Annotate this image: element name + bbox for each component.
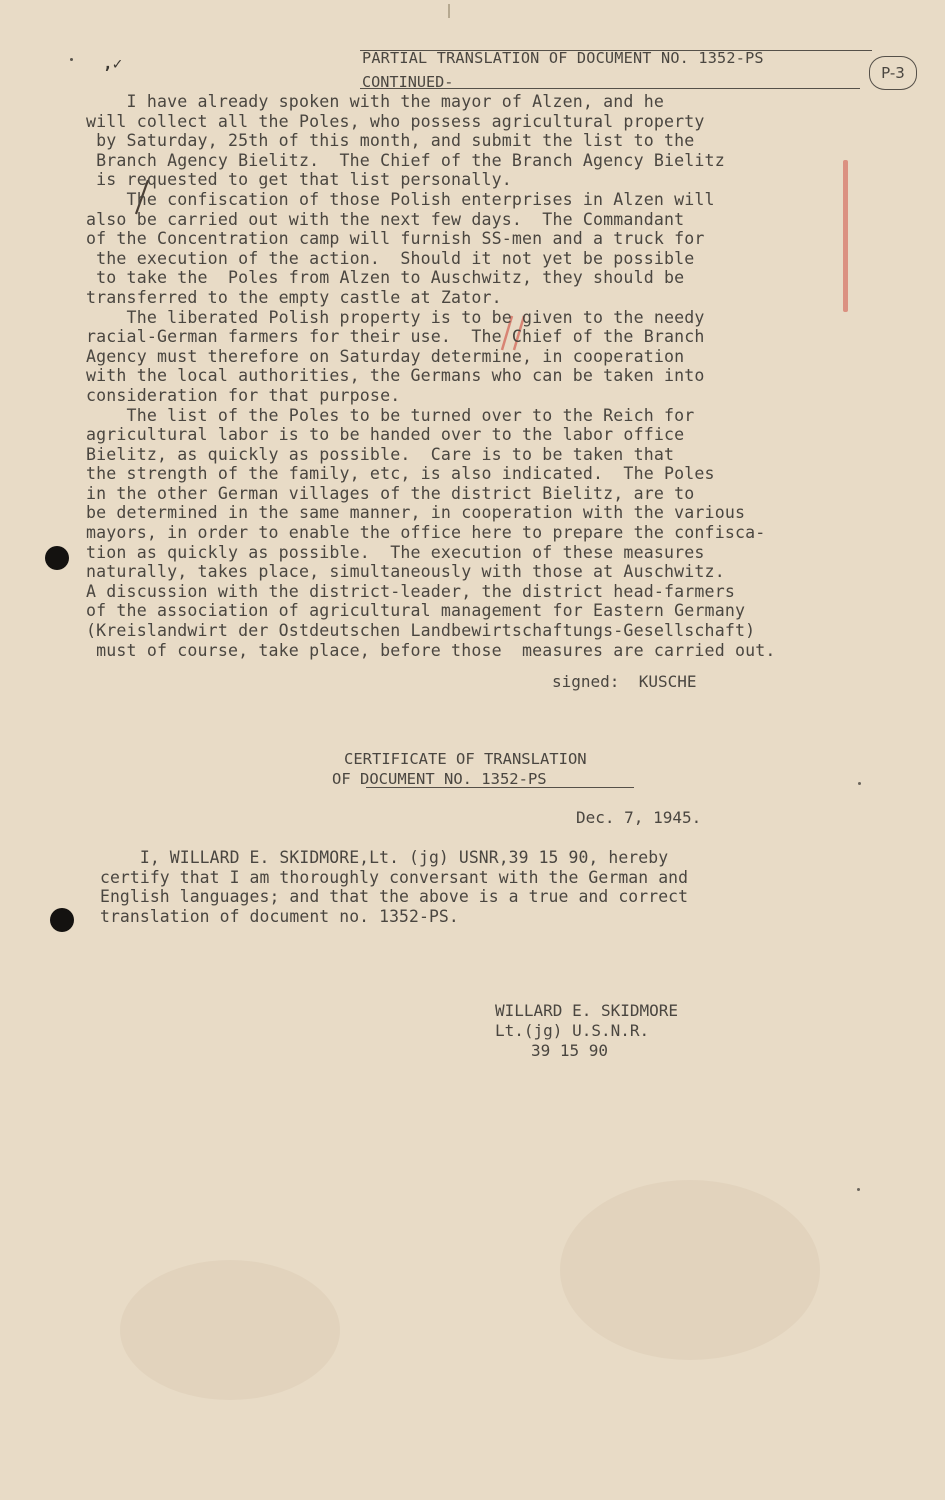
text-line: agricultural labor is to be handed over to the labor office bbox=[86, 425, 685, 445]
signature-serial: 39 15 90 bbox=[531, 1041, 609, 1060]
text-line: be determined in the same manner, in cooperation with the various bbox=[86, 503, 746, 523]
continued-label: CONTINUED- bbox=[362, 73, 454, 91]
punch-hole bbox=[50, 908, 74, 932]
text-line: English languages; and that the above is a true and correct bbox=[100, 887, 689, 907]
text-line: will collect all the Poles, who possess agricultural property bbox=[86, 111, 705, 131]
text-line: Branch Agency Bielitz. The Chief of the Branch Agency Bielitz bbox=[86, 150, 725, 170]
page-edge-mark bbox=[448, 4, 450, 18]
certificate-underline bbox=[366, 787, 634, 788]
text-line: tion as quickly as possible. The execution of these measures bbox=[86, 542, 705, 562]
signed-line: signed: KUSCHE bbox=[552, 672, 697, 691]
text-line: The confiscation of those Polish enterprises in Alzen will bbox=[86, 189, 715, 209]
certificate-body bbox=[100, 848, 688, 926]
corner-dot bbox=[70, 58, 73, 61]
signature-rank: Lt.(jg) U.S.N.R. bbox=[495, 1021, 650, 1040]
text-line: also be carried out with the next few days. The Commandant bbox=[86, 209, 685, 229]
text-line: Bielitz, as quickly as possible. Care is to be taken that bbox=[86, 444, 675, 464]
text-line: consideration for that purpose. bbox=[86, 385, 401, 405]
red-margin-mark bbox=[843, 160, 848, 312]
letter-body bbox=[86, 92, 776, 660]
speck bbox=[857, 1188, 860, 1191]
text-line: I, WILLARD E. SKIDMORE,Lt. (jg) USNR,39 15 90, hereby bbox=[100, 848, 669, 867]
text-line: translation of document no. 1352-PS. bbox=[100, 906, 459, 926]
certificate-subtitle: OF DOCUMENT NO. 1352-PS bbox=[332, 770, 547, 788]
text-line: racial-German farmers for their use. The Chief of the Branch bbox=[86, 327, 705, 347]
text-line: A discussion with the district-leader, the district head-farmers bbox=[86, 581, 735, 601]
text-line: The liberated Polish property is to be given to the needy bbox=[86, 307, 705, 327]
text-line: mayors, in order to enable the office here to prepare the confisca- bbox=[86, 523, 766, 543]
speck bbox=[858, 782, 861, 785]
text-line: naturally, takes place, simultaneously with those at Auschwitz. bbox=[86, 562, 725, 582]
handwritten-corner-mark: ,✓ bbox=[103, 54, 123, 73]
text-line: must of course, take place, before those measures are carried out. bbox=[86, 640, 776, 660]
text-line: Agency must therefore on Saturday determine, in cooperation bbox=[86, 346, 685, 366]
text-line: (Kreislandwirt der Ostdeutschen Landbewirtschaftungs-Gesellschaft) bbox=[86, 621, 756, 641]
text-line: The list of the Poles to be turned over to the Reich for bbox=[86, 405, 695, 425]
text-line: of the Concentration camp will furnish SS-men and a truck for bbox=[86, 229, 705, 249]
header-underline bbox=[360, 88, 860, 89]
text-line: is requested to get that list personally. bbox=[86, 170, 512, 190]
text-line: the strength of the family, etc, is also indicated. The Poles bbox=[86, 464, 715, 484]
punch-hole bbox=[45, 546, 69, 570]
signature-name: WILLARD E. SKIDMORE bbox=[495, 1001, 679, 1020]
text-line: transferred to the empty castle at Zator. bbox=[86, 287, 502, 307]
paper-stain bbox=[120, 1260, 340, 1400]
text-line: with the local authorities, the Germans who can be taken into bbox=[86, 366, 705, 386]
page-number-mark: P-3 bbox=[869, 56, 917, 90]
text-line: certify that I am thoroughly conversant with the German and bbox=[100, 867, 689, 887]
text-line: of the association of agricultural management for Eastern Germany bbox=[86, 601, 746, 621]
document-title: PARTIAL TRANSLATION OF DOCUMENT NO. 1352-PS bbox=[362, 49, 764, 67]
text-line: the execution of the action. Should it not yet be possible bbox=[86, 248, 695, 268]
text-line: I have already spoken with the mayor of Alzen, and he bbox=[86, 92, 664, 111]
text-line: to take the Poles from Alzen to Auschwitz, they should be bbox=[86, 268, 685, 288]
text-line: by Saturday, 25th of this month, and submit the list to the bbox=[86, 131, 695, 151]
certificate-title: CERTIFICATE OF TRANSLATION bbox=[344, 750, 587, 768]
text-line: in the other German villages of the district Bielitz, are to bbox=[86, 483, 695, 503]
paper-stain bbox=[560, 1180, 820, 1360]
certificate-date: Dec. 7, 1945. bbox=[576, 808, 702, 827]
